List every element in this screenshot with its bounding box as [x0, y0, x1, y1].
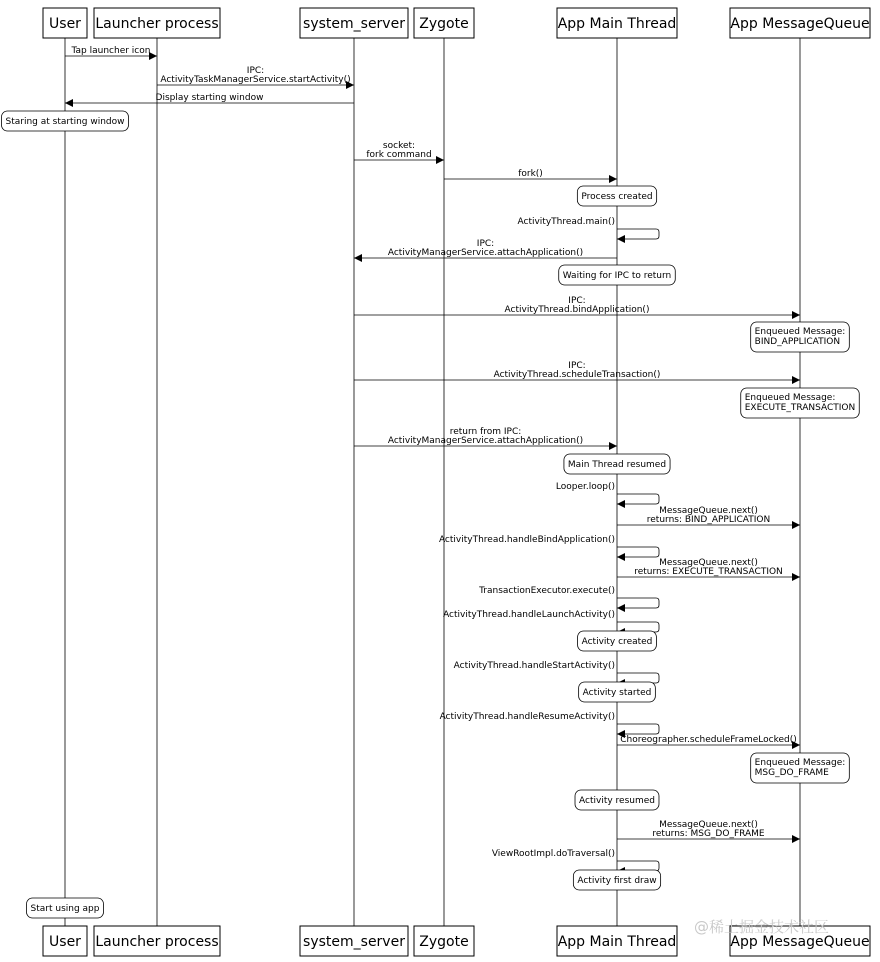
- note: [577, 186, 656, 206]
- participant-launcher-top: [94, 8, 220, 38]
- message: [157, 66, 354, 85]
- participant-label: App Main Thread: [557, 16, 677, 32]
- self-arrow: [617, 622, 659, 632]
- message-label: returns: EXECUTE_TRANSACTION: [634, 567, 783, 577]
- note-text: Process created: [581, 192, 653, 202]
- self-arrow: [617, 673, 659, 683]
- message-label: Choreographer.scheduleFrameLocked(): [620, 735, 797, 745]
- self-message-label: ActivityThread.main(): [517, 217, 615, 227]
- self-message: [518, 217, 660, 239]
- note: [564, 454, 670, 474]
- message: [354, 296, 800, 315]
- message-label: Tap launcher icon: [71, 46, 151, 56]
- self-message: [556, 482, 659, 504]
- participant-main-top: [557, 8, 677, 38]
- participant-label: Launcher process: [95, 16, 219, 32]
- note: [573, 870, 660, 890]
- note-text: Enqueued Message:: [754, 327, 846, 337]
- participant-label: User: [49, 16, 81, 32]
- note: [1, 111, 128, 131]
- participant-ss-bottom: [300, 926, 408, 956]
- participant-ss-top: [300, 8, 408, 38]
- note: [27, 898, 104, 918]
- message-label: IPC:: [568, 361, 586, 371]
- participant-label: User: [49, 934, 81, 950]
- participant-label: system_server: [303, 16, 405, 32]
- note: [579, 682, 656, 702]
- message: [65, 46, 157, 56]
- note-text: Activity started: [582, 688, 652, 698]
- self-message: [478, 586, 659, 608]
- watermark: @稀土掘金技术社区: [694, 918, 830, 936]
- message-label: ActivityThread.bindApplication(): [504, 305, 650, 315]
- note: [751, 322, 850, 352]
- message: [617, 506, 800, 525]
- message: [354, 361, 800, 380]
- note: [741, 388, 860, 418]
- self-arrow: [617, 598, 659, 608]
- message: [444, 169, 617, 179]
- message-label: MessageQueue.next(): [659, 820, 758, 830]
- self-arrow: [617, 547, 659, 557]
- note-text: Activity created: [581, 637, 653, 647]
- message-label: ActivityThread.scheduleTransaction(): [493, 370, 661, 380]
- message-label: MessageQueue.next(): [659, 558, 758, 568]
- note: [575, 790, 659, 810]
- message: [354, 141, 444, 160]
- message-label: fork(): [518, 169, 543, 179]
- self-arrow: [617, 229, 659, 239]
- note-text: Activity resumed: [579, 796, 655, 806]
- self-message: [492, 849, 659, 871]
- message: [617, 558, 800, 577]
- note-text: Start using app: [30, 904, 100, 914]
- participant-label: Zygote: [419, 934, 469, 950]
- self-message-label: ViewRootImpl.doTraversal(): [491, 849, 615, 859]
- message-label: Display starting window: [155, 93, 264, 103]
- message-label: MessageQueue.next(): [659, 506, 758, 516]
- message: [354, 239, 617, 258]
- message-label: IPC:: [568, 296, 586, 306]
- message: [617, 735, 800, 745]
- self-message-label: ActivityThread.handleLaunchActivity(): [443, 610, 615, 620]
- self-arrow: [617, 861, 659, 871]
- message: [354, 427, 617, 446]
- self-message-label: Looper.loop(): [555, 482, 615, 492]
- message-label: return from IPC:: [449, 427, 522, 437]
- self-message: [440, 712, 659, 734]
- participant-label: App MessageQueue: [730, 934, 870, 950]
- self-message: [443, 610, 659, 632]
- message-label: ActivityTaskManagerService.startActivity(): [160, 75, 351, 85]
- note-text: Enqueued Message:: [744, 393, 836, 403]
- self-message-label: ActivityThread.handleStartActivity(): [453, 661, 615, 671]
- self-message-label: TransactionExecutor.execute(): [479, 586, 615, 596]
- message-label: socket:: [382, 141, 416, 151]
- message-label: ActivityManagerService.attachApplication(): [387, 436, 584, 446]
- note-text: BIND_APPLICATION: [754, 337, 841, 347]
- message: [65, 93, 354, 103]
- self-message: [454, 661, 659, 683]
- participant-user-top: [43, 8, 87, 38]
- note-text: Staring at starting window: [5, 117, 125, 127]
- self-message-label: ActivityThread.handleResumeActivity(): [439, 712, 615, 722]
- message: [617, 820, 800, 839]
- message-label: returns: BIND_APPLICATION: [646, 515, 771, 525]
- participant-label: Launcher process: [95, 934, 219, 950]
- participant-label: system_server: [303, 934, 405, 950]
- participant-main-bottom: [557, 926, 677, 956]
- participant-label: Zygote: [419, 16, 469, 32]
- self-arrow: [617, 494, 659, 504]
- note-text: Enqueued Message:: [754, 758, 846, 768]
- message-label: IPC:: [246, 66, 265, 76]
- participant-label: App Main Thread: [557, 934, 677, 950]
- note: [578, 631, 657, 651]
- message-label: returns: MSG_DO_FRAME: [652, 829, 765, 839]
- note-text: Main Thread resumed: [567, 460, 667, 470]
- note-text: EXECUTE_TRANSACTION: [744, 403, 856, 413]
- note: [751, 753, 850, 783]
- self-arrow: [617, 724, 659, 734]
- participant-label: App MessageQueue: [730, 16, 870, 32]
- note-text: MSG_DO_FRAME: [754, 768, 829, 778]
- self-message-label: ActivityThread.handleBindApplication(): [438, 535, 615, 545]
- participant-launcher-bottom: [94, 926, 220, 956]
- message-label: IPC:: [476, 239, 495, 249]
- participant-zygote-top: [414, 8, 474, 38]
- message-label: ActivityManagerService.attachApplication(): [387, 248, 584, 258]
- participant-mq-top: [730, 8, 870, 38]
- self-message: [439, 535, 659, 557]
- note-text: Waiting for IPC to return: [562, 271, 672, 281]
- note-text: Activity first draw: [577, 876, 657, 886]
- participant-zygote-bottom: [414, 926, 474, 956]
- message-label: fork command: [366, 150, 432, 160]
- participant-user-bottom: [43, 926, 87, 956]
- note: [559, 265, 676, 285]
